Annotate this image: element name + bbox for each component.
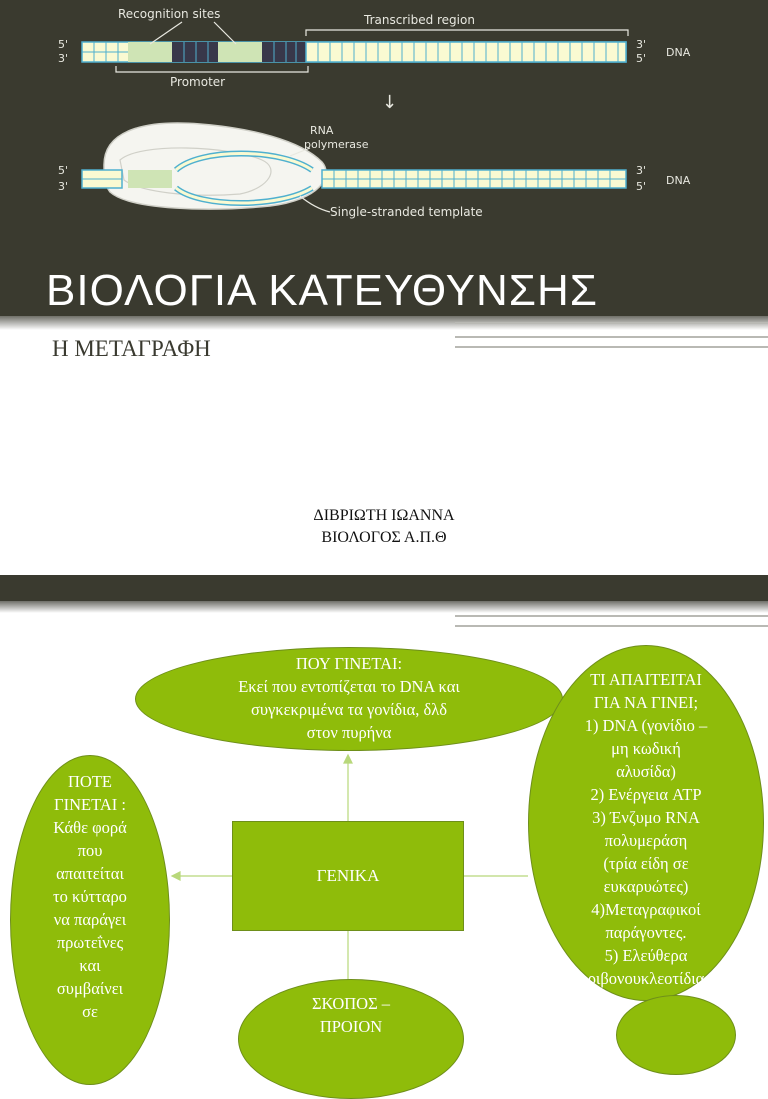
rna-polymerase-label: RNA bbox=[310, 124, 334, 137]
author-role: ΒΙΟΛΟΓΟΣ Α.Π.Θ bbox=[321, 529, 447, 546]
dna-label: DNA bbox=[666, 46, 691, 59]
rna-polymerase-label: polymerase bbox=[304, 138, 369, 151]
requirements-title: ΤΙ ΑΠΑΙΤΕΙΤΑΙ bbox=[590, 670, 702, 689]
when-title: ΓΙΝΕΤΑΙ : bbox=[54, 795, 126, 814]
dna-double-strand bbox=[82, 42, 626, 62]
decor-stripe bbox=[455, 346, 768, 348]
when-text-line: να παράγει bbox=[53, 910, 127, 929]
center-topic-box bbox=[232, 821, 464, 931]
author-name: ΔΙΒΡΙΩΤΗ ΙΩΑΝΝΑ bbox=[313, 507, 455, 524]
slide-title: ΒΙΟΛΟΓΙΑ ΚΑΤΕΥΘΥΝΣΗΣ bbox=[46, 266, 598, 315]
when-text-line: Κάθε φορά bbox=[53, 818, 127, 837]
when-text-line: σε bbox=[82, 1002, 98, 1021]
transcription-diagram bbox=[0, 0, 768, 240]
when-text-line: που bbox=[77, 841, 103, 860]
requirements-text-line: ευκαρυώτες) bbox=[603, 877, 689, 896]
dna-label: DNA bbox=[666, 174, 691, 187]
when-node bbox=[10, 755, 170, 1085]
requirements-text-line: 4)Μεταγραφικοί bbox=[591, 900, 701, 919]
slide-subtitle: Η ΜΕΤΑΓΡΑΦΗ bbox=[52, 336, 211, 361]
purpose-title: ΠΡΟΙΟΝ bbox=[319, 1017, 383, 1036]
recognition-site-box bbox=[218, 42, 262, 62]
five-prime-label: 5' bbox=[636, 52, 647, 65]
requirements-text-line: πολυμεράση bbox=[604, 831, 688, 850]
extra-node bbox=[616, 995, 736, 1075]
promoter-box bbox=[172, 42, 218, 62]
three-prime-label: 3' bbox=[58, 52, 69, 65]
where-text-line: στον πυρήνα bbox=[306, 723, 392, 742]
three-prime-label: 3' bbox=[636, 38, 647, 51]
where-text-line: συγκεκριμένα τα γονίδια, δλδ bbox=[250, 700, 448, 719]
transcribed-region-label: Transcribed region bbox=[364, 13, 475, 27]
when-text-line: πρωτεΐνες bbox=[56, 933, 124, 952]
down-arrow-icon: ↓ bbox=[382, 92, 398, 113]
single-stranded-template-label: Single-stranded template bbox=[330, 205, 483, 219]
decor-stripe bbox=[455, 322, 768, 324]
recognition-sites-label: Recognition sites bbox=[118, 7, 221, 21]
five-prime-label: 5' bbox=[58, 164, 69, 177]
purpose-title: ΣΚΟΠΟΣ – bbox=[311, 994, 391, 1013]
requirements-text-line: παράγοντες. bbox=[605, 923, 687, 942]
when-text-line: συμβαίνει bbox=[56, 979, 124, 998]
mindmap-slide bbox=[0, 575, 768, 1036]
requirements-text-line: μη κωδική bbox=[611, 739, 681, 758]
recognition-site-box bbox=[128, 42, 172, 62]
decor-stripe bbox=[455, 336, 768, 338]
requirements-text-line: 1) DNA (γονίδιο – bbox=[584, 716, 708, 735]
when-title: ΠΟΤΕ bbox=[68, 772, 112, 791]
promoter-label: Promoter bbox=[170, 75, 226, 89]
three-prime-label: 3' bbox=[58, 180, 69, 193]
purpose-node bbox=[238, 979, 464, 1099]
where-title: ΠΟΥ ΓΙΝΕΤΑΙ: bbox=[295, 654, 403, 673]
requirements-text-line: αλυσίδα) bbox=[616, 762, 676, 781]
promoter-box bbox=[262, 42, 306, 62]
requirements-title: ΓΙΑ ΝΑ ΓΙΝΕΙ; bbox=[593, 693, 699, 712]
when-text-line: απαιτείται bbox=[56, 864, 124, 883]
requirements-text-line: ριβονουκλεοτίδια bbox=[587, 969, 705, 988]
five-prime-label: 5' bbox=[58, 38, 69, 51]
requirements-text-line: 2) Ενέργεια ATP bbox=[590, 785, 702, 804]
center-topic-label: ΓΕΝΙΚΑ bbox=[316, 866, 380, 885]
requirements-text-line: (τρία είδη σε bbox=[603, 854, 689, 873]
where-node bbox=[135, 647, 563, 751]
three-prime-label: 3' bbox=[636, 164, 647, 177]
requirements-text-line: 5) Ελεύθερα bbox=[604, 946, 688, 965]
when-text-line: το κύτταρο bbox=[53, 887, 127, 906]
requirements-text-line: 3) Ένζυμο RNA bbox=[592, 808, 700, 827]
five-prime-label: 5' bbox=[636, 180, 647, 193]
where-text-line: Εκεί που εντοπίζεται το DNA και bbox=[238, 677, 460, 696]
requirements-node bbox=[528, 645, 764, 1001]
when-text-line: και bbox=[79, 956, 101, 975]
